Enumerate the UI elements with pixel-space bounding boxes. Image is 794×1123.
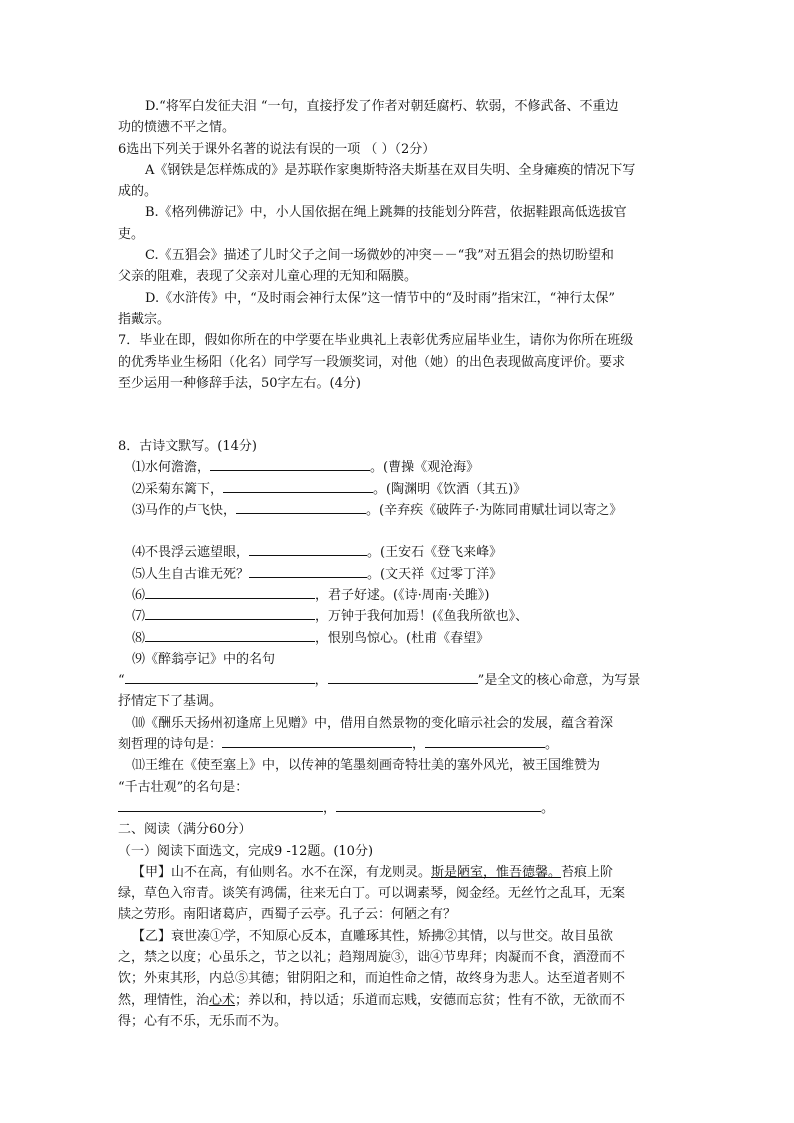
q8-item-10-end: 。 xyxy=(545,737,559,753)
q8-item-1 xyxy=(118,457,678,478)
q8-item-8-blank[interactable] xyxy=(145,628,315,642)
q8-item-11-line2: “千古壮观”的名句是： xyxy=(118,779,249,795)
q8-item-1-prompt: ⑴水何澹澹， xyxy=(132,460,211,476)
q8-spacer xyxy=(118,521,678,542)
q5-option-d-line1: D.“将军白发征夫泪 “一句，直接抒发了作者对朝廷腐朽、软弱，不修武备、不重边 xyxy=(145,99,619,114)
q8-item-9-line3: 抒情定下了基调。 xyxy=(118,694,223,710)
passage-jia-underlined: 斯是陋室，惟吾德馨。 xyxy=(431,864,562,880)
q8-item-8 xyxy=(118,628,678,649)
q8-item-2-source: 。(陶渊明《饮酒（其五)》 xyxy=(373,481,527,497)
q8-item-4-prompt: ⑷不畏浮云遮望眼， xyxy=(132,545,250,561)
passage-jia-line1 xyxy=(118,862,678,883)
q8-item-10-sep: ， xyxy=(412,737,426,753)
q8-item-2 xyxy=(118,479,678,500)
q6-option-d-line2: 指戴宗。 xyxy=(118,311,171,327)
q8-item-10-prompt: 刻哲理的诗句是： xyxy=(118,737,223,753)
q8-item-4-source: 。(王安石《登飞来峰》 xyxy=(367,545,503,561)
q8-item-10-blank-1[interactable] xyxy=(222,734,412,748)
q8-item-10-line2 xyxy=(118,734,678,755)
q8-item-11-blank-2[interactable] xyxy=(336,798,541,812)
q8-item-7-blank[interactable] xyxy=(145,606,315,620)
q8-item-1-source: 。(曹操《观沧海》 xyxy=(370,460,480,476)
q8-item-3-blank[interactable] xyxy=(236,500,366,514)
q6-option-b-line1: B.《格列佛游记》中，小人国依据在绳上跳舞的技能划分阵营，依据鞋跟高低选拔官 xyxy=(145,205,627,221)
passage-yi-underlined: 心术 xyxy=(209,992,236,1008)
q8-item-6-source: ，君子好逑。(《诗·周南·关雎》) xyxy=(315,587,490,603)
reading-header: 二、阅读（满分60分） xyxy=(118,822,252,838)
q7-line3: 至少运用一种修辞手法，50字左右。(4分) xyxy=(118,375,361,391)
q8-item-7-num: ⑺ xyxy=(132,609,146,625)
passage-jia-line3: 牍之劳形。南阳诸葛庐，西蜀子云亭。孔子云：何陋之有？ xyxy=(118,907,457,923)
q8-item-2-blank[interactable] xyxy=(223,479,373,493)
q8-item-7-source: ，万钟于我何加焉！(《鱼我所欲也》、 xyxy=(315,609,529,625)
q8-item-3 xyxy=(118,500,678,521)
q5-option-d-line2: 功的愤懑不平之情。 xyxy=(118,120,236,136)
q8-item-1-blank[interactable] xyxy=(210,457,370,471)
q8-item-5 xyxy=(118,564,678,585)
q8-item-3-source: 。(辛弃疾《破阵子·为陈同甫赋壮词以寄之》 xyxy=(366,503,623,519)
passage-jia-text: 山不在高，有仙则名。水不在深，有龙则灵。 xyxy=(171,864,432,880)
q8-item-4 xyxy=(118,542,678,563)
passage-jia-text-tail: 苔痕上阶 xyxy=(561,864,614,880)
q6-option-b-line2: 吏。 xyxy=(118,226,145,242)
q8-stem: 8．古诗文默写。(14分) xyxy=(118,439,257,455)
q8-item-11-line1: ⑾王维在《使至塞上》中，以传神的笔墨刻画奇特壮美的塞外风光，被王国维赞为 xyxy=(132,758,601,774)
q8-item-9-open-quote: “ xyxy=(118,673,125,689)
q6-option-a-line2: 成的。 xyxy=(118,184,158,200)
q8-item-11-blanks xyxy=(118,798,678,819)
q8-item-9-tail: ”是全文的核心命意，为写景 xyxy=(477,673,641,689)
passage-jia-line2: 绿，草色入帘青。谈笑有鸿儒，往来无白丁。可以调素琴，阅金经。无丝竹之乱耳，无案 xyxy=(118,886,626,902)
passage-jia-tag: 【甲】 xyxy=(132,864,172,880)
q8-item-2-prompt: ⑵采菊东篱下， xyxy=(132,481,224,497)
q8-item-6 xyxy=(118,585,678,606)
passage-yi-line3: 饮；外束其形，内总⑤其德；钳阴阳之和，而迫性命之情，故终身为悲人。达至道者则不 xyxy=(118,971,626,987)
q8-item-4-blank[interactable] xyxy=(249,542,367,556)
passage-yi-line2: 之，禁之以度；心虽乐之，节之以礼；趋翔周旋③，诎④节卑拜；肉凝而不食，酒澄而不 xyxy=(118,949,626,965)
passage-yi-line1 xyxy=(118,926,678,947)
q8-item-11-blank-1[interactable] xyxy=(118,798,323,812)
passage-yi-tag: 【乙】 xyxy=(132,928,172,944)
q8-item-10-blank-2[interactable] xyxy=(425,734,545,748)
passage-yi-text-b: ；养以和，持以适；乐道而忘贱，安德而忘贫；性有不欲，无欲而不 xyxy=(235,992,626,1008)
q8-item-5-prompt: ⑸人生自古谁无死？ xyxy=(132,566,250,582)
q7-line1: 7．毕业在即，假如你所在的中学要在毕业典礼上表彰优秀应届毕业生，请你为你所在班级 xyxy=(118,333,634,349)
q6-stem: 6选出下列关于课外名著的说法有误的一项 （ ）（2分） xyxy=(118,141,436,157)
q6-option-c-line2: 父亲的阻难，表现了父亲对儿童心理的无知和隔膜。 xyxy=(118,269,418,285)
q7-answer-space xyxy=(118,394,678,436)
exam-page xyxy=(118,96,678,1032)
q8-item-9-blanks xyxy=(118,670,678,691)
q8-item-9-blank-2[interactable] xyxy=(328,670,478,684)
q8-item-8-source: ，恨别鸟惊心。(杜甫《春望》 xyxy=(315,630,490,646)
passage-yi-text: 衰世凑①学，不知原心反本，直雕琢其性，矫拂②其情，以与世交。故目虽欲 xyxy=(171,928,614,944)
q8-item-6-num: ⑹ xyxy=(132,587,146,603)
passage-yi-line4 xyxy=(118,990,678,1011)
q8-item-8-num: ⑻ xyxy=(132,630,146,646)
q8-item-11-sep: ， xyxy=(323,800,337,816)
q8-item-5-blank[interactable] xyxy=(249,564,367,578)
q8-item-3-prompt: ⑶马作的卢飞快， xyxy=(132,503,237,519)
q7-line2: 的优秀毕业生杨阳（化名）同学写一段颁奖词，对他（她）的出色表现做高度评价。要求 xyxy=(118,354,626,370)
passage-yi-text-a: 然，理情性，治 xyxy=(118,992,210,1008)
q8-item-10-line1: ⑽《酬乐天扬州初逢席上见赠》中，借用自然景物的变化暗示社会的发展，蕴含着深 xyxy=(132,715,614,731)
q8-item-9-blank-1[interactable] xyxy=(125,670,315,684)
q8-item-9-prompt: ⑼《醉翁亭记》中的名句 xyxy=(132,651,276,667)
reading-subheader: （一）阅读下面选文，完成9 -12题。(10分) xyxy=(118,843,374,859)
q6-option-c-line1: C.《五猖会》描述了儿时父子之间一场微妙的冲突－－“我”对五猖会的热切盼望和 xyxy=(145,248,614,264)
q6-option-d-line1: D.《水浒传》中，“及时雨会神行太保”这一情节中的“及时雨”指宋江，“神行太保” xyxy=(145,290,615,306)
passage-yi-line5: 得；心有不乐，无乐而不为。 xyxy=(118,1013,288,1029)
q8-item-7 xyxy=(118,606,678,627)
q8-item-6-blank[interactable] xyxy=(145,585,315,599)
q6-option-a-line1: A《钢铁是怎样炼成的》是苏联作家奥斯特洛夫斯基在双目失明、全身瘫痪的情况下写 xyxy=(145,162,636,178)
q8-item-9-sep: ， xyxy=(314,673,328,689)
q8-item-5-source: 。(文天祥《过零丁洋》 xyxy=(367,566,503,582)
q8-item-11-end: 。 xyxy=(541,800,555,816)
